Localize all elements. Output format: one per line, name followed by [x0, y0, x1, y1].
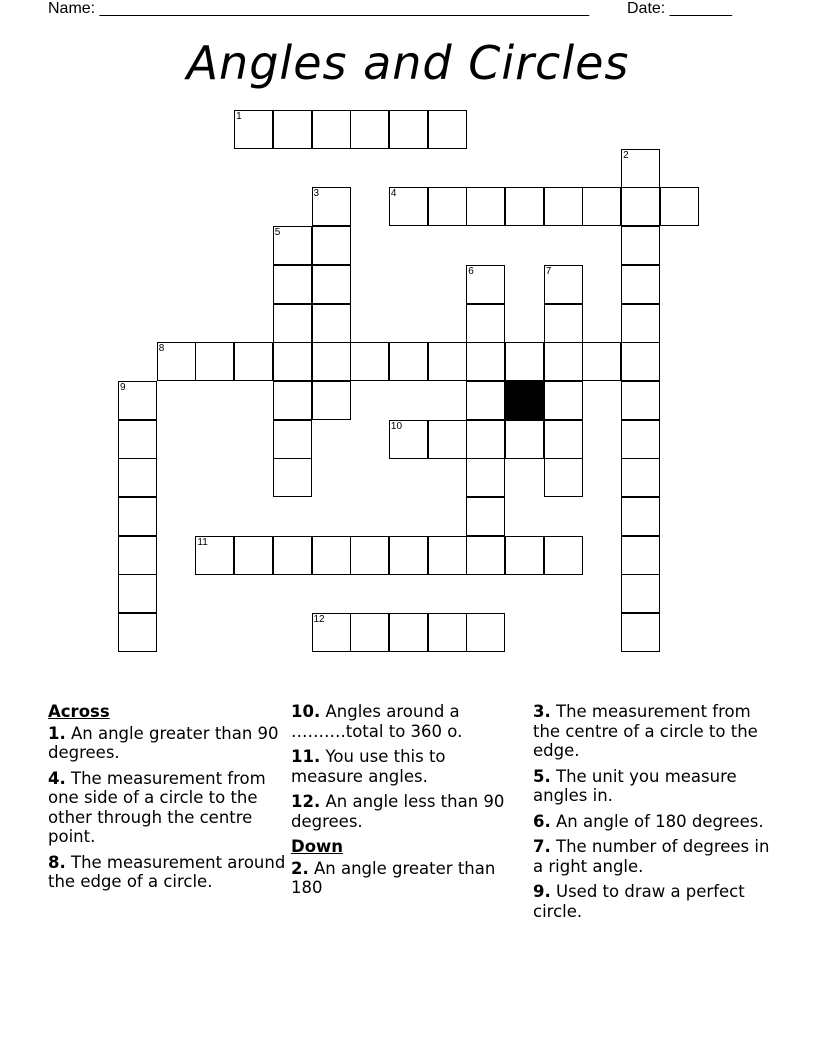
- crossword-cell[interactable]: [582, 342, 621, 381]
- across-heading: Across: [48, 702, 110, 721]
- crossword-cell[interactable]: [466, 613, 505, 652]
- clue-item: [533, 702, 773, 761]
- crossword-cell[interactable]: [621, 187, 660, 226]
- clue-item-text: The number of degrees in a right angle.: [533, 837, 770, 876]
- clue-number: 10: [390, 420, 403, 432]
- clue-item-number: 5.: [533, 766, 551, 786]
- clue-number: 3: [313, 188, 320, 200]
- crossword-cell[interactable]: [273, 226, 312, 265]
- clue-column-2: [291, 702, 513, 904]
- clue-number: 12: [313, 614, 325, 626]
- crossword-cell[interactable]: [428, 110, 467, 149]
- clue-number: 7: [545, 265, 552, 277]
- crossword-cell[interactable]: [621, 420, 660, 459]
- crossword-cell[interactable]: [428, 420, 467, 459]
- crossword-cell[interactable]: [505, 187, 544, 226]
- crossword-cell[interactable]: [505, 536, 544, 575]
- crossword-cell[interactable]: [428, 187, 467, 226]
- down-clue-list-1: [291, 859, 513, 898]
- clue-item-text: An angle greater than 180: [291, 858, 496, 897]
- clue-item-number: 11.: [291, 747, 321, 766]
- crossword-cell[interactable]: [544, 420, 583, 459]
- crossword-cell[interactable]: [312, 342, 351, 381]
- crossword-cell[interactable]: [660, 187, 699, 226]
- clue-item: [533, 767, 773, 806]
- clue-item-number: 12.: [291, 792, 321, 811]
- clue-item-text: An angle of 180 degrees.: [550, 811, 764, 831]
- clue-item: [533, 882, 773, 921]
- crossword-cell[interactable]: [544, 458, 583, 497]
- crossword-cell[interactable]: [621, 536, 660, 575]
- crossword-cell[interactable]: [312, 226, 351, 265]
- crossword-cell[interactable]: [118, 420, 157, 459]
- crossword-cell[interactable]: [312, 613, 351, 652]
- crossword-cell[interactable]: [389, 613, 428, 652]
- clue-item-text: The measurement from the centre of a circle to the edge.: [533, 702, 758, 760]
- crossword-cell[interactable]: [118, 613, 157, 652]
- clue-item-number: 6.: [533, 811, 551, 831]
- crossword-cell[interactable]: [621, 226, 660, 265]
- crossword-cell[interactable]: [195, 342, 234, 381]
- crossword-cell[interactable]: [312, 381, 351, 420]
- crossword-cell[interactable]: [621, 497, 660, 536]
- name-field-label: Name: _______________________________________________________: [48, 0, 589, 17]
- clue-item: [533, 837, 773, 876]
- crossword-cell[interactable]: [621, 342, 660, 381]
- crossword-cell[interactable]: [505, 342, 544, 381]
- crossword-cell[interactable]: [544, 304, 583, 343]
- crossword-cell[interactable]: [621, 381, 660, 420]
- crossword-cell[interactable]: [312, 110, 351, 149]
- clue-number: 9: [120, 381, 126, 393]
- crossword-cell[interactable]: [466, 536, 505, 575]
- crossword-cell[interactable]: [195, 536, 234, 575]
- clue-column-1: [48, 702, 288, 898]
- clue-number: 11: [197, 536, 208, 548]
- clue-item-text: An angle greater than 90 degrees.: [48, 723, 279, 762]
- clue-number: 4: [390, 188, 397, 200]
- clue-item: [48, 769, 288, 847]
- crossword-cell[interactable]: [273, 458, 312, 497]
- crossword-cell[interactable]: [312, 187, 351, 226]
- crossword-cell[interactable]: [544, 187, 583, 226]
- down-clue-list-2: [533, 702, 773, 921]
- crossword-cell[interactable]: [466, 187, 505, 226]
- crossword-cell[interactable]: [466, 342, 505, 381]
- crossword-cell[interactable]: [389, 342, 428, 381]
- crossword-cell[interactable]: [466, 381, 505, 420]
- clue-item-number: 1.: [48, 723, 66, 743]
- clue-number: 2: [623, 149, 629, 161]
- crossword-cell[interactable]: [273, 304, 312, 343]
- clue-item: [291, 747, 513, 786]
- crossword-cell[interactable]: [350, 110, 389, 149]
- crossword-cell[interactable]: [350, 613, 389, 652]
- crossword-cell[interactable]: [544, 381, 583, 420]
- crossword-cell[interactable]: [544, 342, 583, 381]
- crossword-cell[interactable]: [118, 497, 157, 536]
- crossword-cell[interactable]: [273, 342, 312, 381]
- clue-item-number: 4.: [48, 768, 66, 788]
- clue-item: [291, 702, 513, 741]
- crossword-cell[interactable]: [428, 613, 467, 652]
- clue-item-number: 9.: [533, 882, 551, 901]
- crossword-cell[interactable]: [389, 187, 428, 226]
- clue-number: 6: [468, 265, 474, 277]
- clue-item-text: Used to draw a perfect circle.: [533, 882, 745, 921]
- crossword-cell[interactable]: [234, 110, 273, 149]
- crossword-cell[interactable]: [544, 265, 583, 304]
- clue-item: [291, 859, 513, 898]
- clue-item: [48, 853, 288, 892]
- crossword-cell[interactable]: [428, 342, 467, 381]
- crossword-cell[interactable]: [466, 458, 505, 497]
- clue-number: 5: [274, 227, 281, 239]
- crossword-cell[interactable]: [273, 110, 312, 149]
- crossword-cell[interactable]: [621, 458, 660, 497]
- crossword-cell[interactable]: [621, 265, 660, 304]
- crossword-cell[interactable]: [312, 536, 351, 575]
- crossword-cell[interactable]: [582, 187, 621, 226]
- crossword-cell[interactable]: [505, 420, 544, 459]
- crossword-cell[interactable]: [312, 304, 351, 343]
- clue-item-text: The measurement from one side of a circle to the other through the centre point.: [48, 768, 266, 846]
- crossword-cell[interactable]: [428, 536, 467, 575]
- clue-item-number: 3.: [533, 702, 551, 721]
- crossword-cell[interactable]: [157, 342, 196, 381]
- clue-item-text: The measurement around the edge of a circle.: [48, 852, 286, 891]
- clue-item-number: 2.: [291, 858, 309, 878]
- clue-item-number: 10.: [291, 702, 321, 721]
- crossword-cell[interactable]: [118, 381, 157, 420]
- crossword-cell[interactable]: [273, 265, 312, 304]
- crossword-cell[interactable]: [118, 536, 157, 575]
- crossword-cell[interactable]: [118, 458, 157, 497]
- crossword-cell[interactable]: [273, 420, 312, 459]
- crossword-cell[interactable]: [273, 536, 312, 575]
- crossword-cell[interactable]: [312, 265, 351, 304]
- page-title: Angles and Circles: [186, 36, 630, 90]
- clue-item-text: You use this to measure angles.: [291, 747, 446, 786]
- crossword-cell[interactable]: [621, 304, 660, 343]
- crossword-cell[interactable]: [544, 536, 583, 575]
- clue-item: [291, 792, 513, 831]
- clue-item: [48, 724, 288, 763]
- clue-item-text: An angle less than 90 degrees.: [291, 792, 505, 831]
- clue-item-text: Angles around a ……….total to 360 o.: [291, 702, 463, 741]
- clue-item: [533, 812, 773, 832]
- crossword-cell[interactable]: [350, 536, 389, 575]
- clue-number: 1: [236, 111, 242, 122]
- crossword-cell[interactable]: [273, 381, 312, 420]
- black-cell: [505, 381, 544, 420]
- crossword-cell[interactable]: [466, 265, 505, 304]
- down-heading: Down: [291, 837, 344, 856]
- crossword-cell[interactable]: [389, 420, 428, 459]
- crossword-cell[interactable]: [621, 613, 660, 652]
- crossword-cell[interactable]: [234, 342, 273, 381]
- clue-item-number: 7.: [533, 837, 551, 856]
- crossword-cell[interactable]: [466, 420, 505, 459]
- across-clue-list-1: [48, 724, 288, 892]
- crossword-cell[interactable]: [621, 574, 660, 613]
- clue-item-text: The unit you measure angles in.: [533, 766, 737, 805]
- clue-column-3: [533, 702, 773, 927]
- clue-number: 8: [158, 343, 165, 355]
- crossword-cell[interactable]: [466, 497, 505, 536]
- crossword-cell[interactable]: [118, 574, 157, 613]
- crossword-cell[interactable]: [389, 536, 428, 575]
- crossword-cell[interactable]: [350, 342, 389, 381]
- crossword-cell[interactable]: [466, 304, 505, 343]
- date-field-label: Date: _______: [627, 0, 732, 17]
- crossword-cell[interactable]: [234, 536, 273, 575]
- crossword-cell[interactable]: [389, 110, 428, 149]
- across-clue-list-2: [291, 702, 513, 831]
- crossword-cell[interactable]: [621, 149, 660, 188]
- clue-item-number: 8.: [48, 852, 66, 872]
